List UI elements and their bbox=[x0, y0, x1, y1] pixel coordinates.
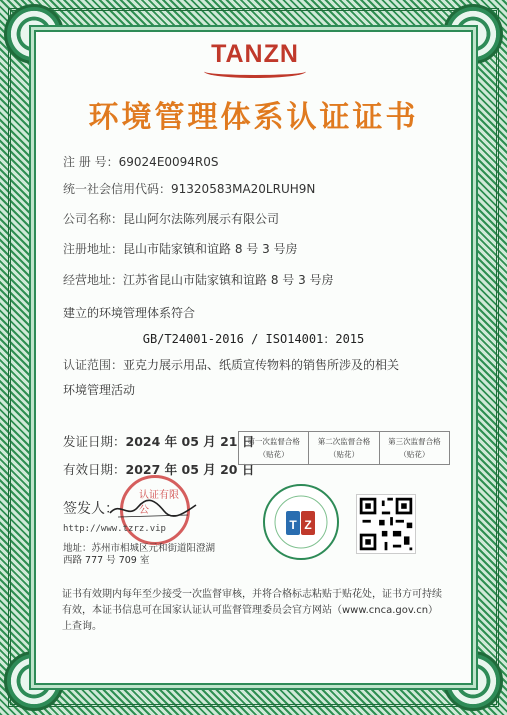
logo-swoosh-icon bbox=[204, 65, 306, 78]
svg-text:T: T bbox=[289, 518, 297, 532]
conformity-statement: 建立的环境管理体系符合 bbox=[63, 306, 196, 320]
certification-scope-cont: 环境管理活动 bbox=[63, 383, 136, 397]
website-url: http://www.tzrz.vip bbox=[63, 524, 166, 534]
signature-icon bbox=[108, 497, 198, 521]
operating-address: 经营地址：江苏省昆山市陆家镇和谊路 8 号 3 号房 bbox=[63, 273, 334, 287]
address-line-1: 地址：苏州市相城区元和街道阳澄湖 bbox=[63, 543, 216, 554]
audit-box-2: 第二次监督合格 （贴花） bbox=[309, 432, 379, 465]
company-name: 公司名称：昆山阿尔法陈列展示有限公司 bbox=[63, 212, 280, 226]
standard-reference: GB/T24001-2016 / ISO14001：2015 bbox=[142, 332, 365, 346]
issuer-label: 签发人： bbox=[63, 501, 119, 517]
issue-date: 发证日期：2024 年 05 月 21 日 bbox=[63, 434, 255, 449]
company-logo bbox=[196, 39, 314, 77]
address-line-2: 西路 777 号 709 室 bbox=[63, 555, 150, 566]
valid-date: 有效日期：2027 年 05 月 20 日 bbox=[63, 462, 255, 477]
qr-code-icon bbox=[356, 494, 416, 554]
logo-text: TANZN bbox=[211, 40, 299, 68]
registered-address: 注册地址：昆山市陆家镇和谊路 8 号 3 号房 bbox=[63, 242, 298, 256]
credit-code: 统一社会信用代码：91320583MA20LRUH9N bbox=[63, 182, 316, 196]
company-seal-icon: 认证有限公 bbox=[120, 475, 190, 545]
svg-text:Z: Z bbox=[304, 518, 312, 532]
certification-scope: 认证范围：亚克力展示用品、纸质宣传物料的销售所涉及的相关 bbox=[63, 358, 400, 372]
registration-number: 注 册 号：69024E0094R0S bbox=[63, 155, 219, 169]
certification-emblem-icon bbox=[262, 483, 340, 561]
audit-box-1: 第一次监督合格 （贴花） bbox=[239, 432, 309, 465]
certificate-note: 证书有效期内每年至少接受一次监督审核，并将合格标志粘贴于贴花处，证书方可持续有效，本证书信息可在国家认证认可监督管理委员会官方网站（www.cnca.gov.cn）上查询。 bbox=[62, 589, 442, 632]
certificate-title: 环境管理体系认证证书 bbox=[88, 100, 419, 135]
surveillance-audit-boxes bbox=[238, 431, 450, 465]
audit-box-3: 第三次监督合格 （贴花） bbox=[379, 432, 449, 465]
